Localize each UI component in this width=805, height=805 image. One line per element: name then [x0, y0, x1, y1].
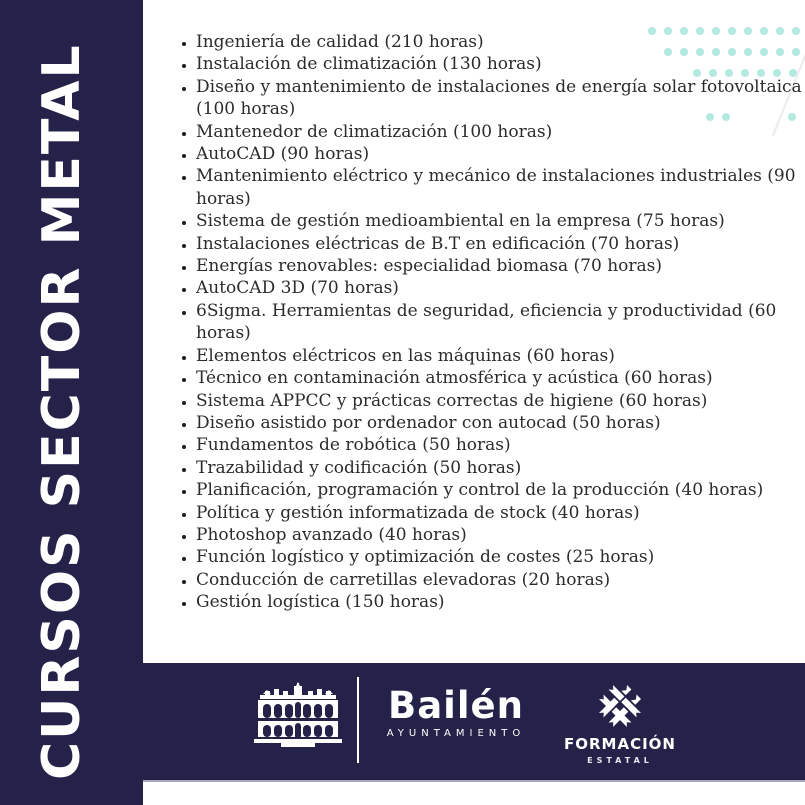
bailen-logo-subtitle: AYUNTAMIENTO — [386, 728, 526, 739]
formacion-logo-subtitle: ESTATAL — [587, 756, 653, 765]
course-item: • Ingeniería de calidad (210 horas) — [196, 31, 805, 53]
course-list — [179, 31, 805, 614]
course-item: • Gestión logística (150 horas) — [196, 591, 805, 613]
course-item: • Elementos eléctricos en las máquinas (60 horas) — [196, 345, 805, 367]
bottom-white-strip — [143, 780, 805, 805]
course-item: • Trazabilidad y codificación (50 horas) — [196, 457, 805, 479]
bailen-logo — [381, 684, 531, 739]
bailen-logo-text: Bailén — [388, 684, 524, 727]
course-item: • Función logístico y optimización de costes (25 horas) — [196, 546, 805, 568]
poster-title: CURSOS SECTOR METAL — [32, 43, 92, 780]
formacion-estatal-logo — [560, 679, 680, 765]
townhall-building-icon — [253, 682, 343, 748]
course-item: • Mantenimiento eléctrico y mecánico de instalaciones industriales (90 horas) — [196, 165, 805, 210]
course-item: • Instalación de climatización (130 horas) — [196, 53, 805, 75]
course-item: • 6Sigma. Herramientas de seguridad, eficiencia y productividad (60 horas) — [196, 300, 805, 345]
course-item: • Photoshop avanzado (40 horas) — [196, 524, 805, 546]
diagonal-hash-icon — [593, 679, 647, 733]
course-item: • Conducción de carretillas elevadoras (20 horas) — [196, 569, 805, 591]
course-item: • Diseño y mantenimiento de instalaciones de energía solar fotovoltaica (100 horas) — [196, 76, 805, 121]
course-item: • AutoCAD (90 horas) — [196, 143, 805, 165]
formacion-logo-text: FORMACIÓN — [564, 735, 676, 753]
footer-divider — [357, 677, 359, 763]
footer-banner — [143, 663, 805, 780]
course-item: • Energías renovables: especialidad biomasa (70 horas) — [196, 255, 805, 277]
course-item: • Técnico en contaminación atmosférica y acústica (60 horas) — [196, 367, 805, 389]
course-item: • Planificación, programación y control de la producción (40 horas) — [196, 479, 805, 501]
course-item: • Sistema APPCC y prácticas correctas de higiene (60 horas) — [196, 390, 805, 412]
course-item: • Mantenedor de climatización (100 horas) — [196, 121, 805, 143]
course-item: • Sistema de gestión medioambiental en la empresa (75 horas) — [196, 210, 805, 232]
course-item: • Instalaciones eléctricas de B.T en edificación (70 horas) — [196, 233, 805, 255]
course-item: • AutoCAD 3D (70 horas) — [196, 277, 805, 299]
left-banner — [0, 0, 143, 805]
course-item: • Fundamentos de robótica (50 horas) — [196, 434, 805, 456]
course-item: • Diseño asistido por ordenador con autocad (50 horas) — [196, 412, 805, 434]
course-item: • Política y gestión informatizada de stock (40 horas) — [196, 502, 805, 524]
